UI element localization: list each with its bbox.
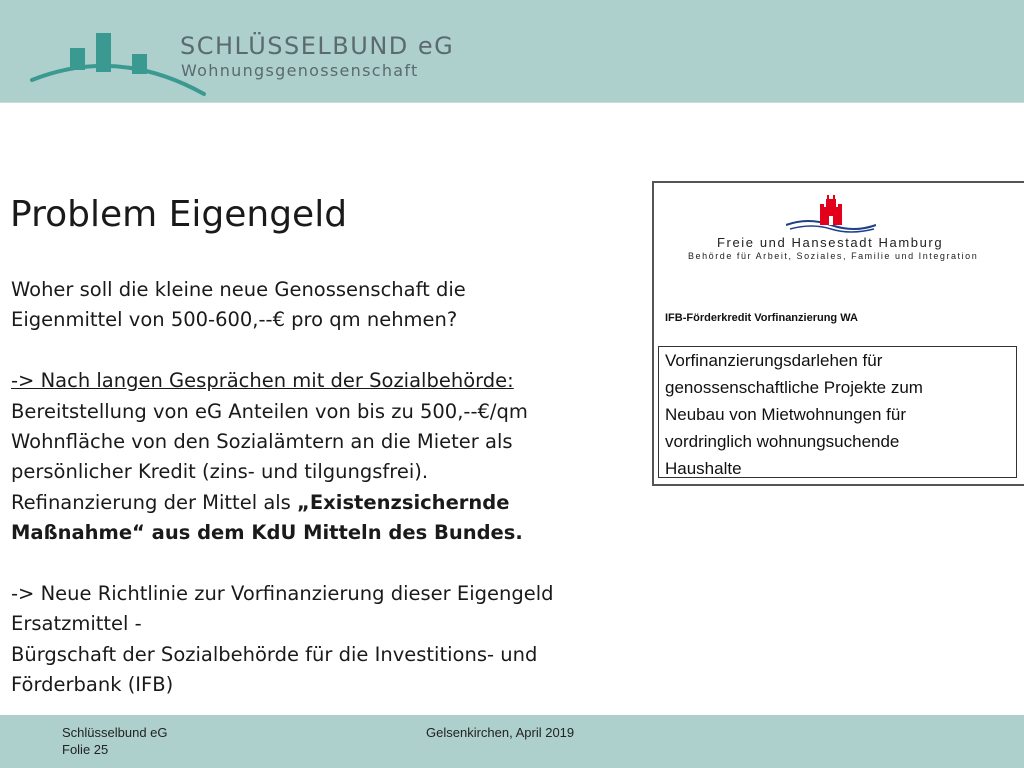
- body-line: Förderbank (IFB): [11, 673, 174, 697]
- body-line-bold: Maßnahme“ aus dem KdU Mitteln des Bundes.: [11, 521, 523, 545]
- hamburg-coat-of-arms-icon: [786, 195, 876, 233]
- footer-band: [0, 715, 1024, 768]
- body-line: Wohnfläche von den Sozialämtern an die Mieter als: [11, 430, 513, 454]
- brand-name: SCHLÜSSELBUND eG: [180, 32, 455, 60]
- header-band: [0, 0, 1024, 103]
- document-authority: Behörde für Arbeit, Soziales, Familie und Integration: [688, 251, 979, 261]
- slide-body: [11, 275, 641, 701]
- description-line: vordringlich wohnungsuchende: [665, 432, 900, 451]
- document-city: Freie und Hansestadt Hamburg: [717, 235, 944, 250]
- description-line: Neubau von Mietwohnungen für: [665, 405, 906, 424]
- body-line: persönlicher Kredit (zins- und tilgungsfrei).: [11, 460, 429, 484]
- body-line: Bürgschaft der Sozialbehörde für die Investitions- und: [11, 642, 538, 666]
- paragraph-gap: [11, 549, 641, 579]
- body-text-plain: Refinanzierung der Mittel als: [11, 490, 298, 514]
- document-description-box: [658, 346, 1017, 478]
- body-text-bold: „Existenzsichernde: [297, 490, 510, 514]
- body-line: Eigenmittel von 500-600,--€ pro qm nehmen?: [11, 308, 458, 332]
- body-line: -> Neue Richtlinie zur Vorfinanzierung dieser Eigengeld: [11, 582, 554, 606]
- document-program-title: IFB-Förderkredit Vorfinanzierung WA: [665, 312, 858, 324]
- description-line: Haushalte: [665, 459, 742, 478]
- description-line: genossenschaftliche Projekte zum: [665, 378, 923, 397]
- footer-organization: Schlüsselbund eG: [62, 725, 168, 740]
- body-line: Ersatzmittel -: [11, 612, 142, 636]
- body-line: [11, 488, 641, 518]
- slide-title: Problem Eigengeld: [10, 194, 348, 235]
- brand-subtitle: Wohnungsgenossenschaft: [181, 61, 419, 80]
- description-line: Vorfinanzierungsdarlehen für: [665, 351, 883, 370]
- body-line: Bereitstellung von eG Anteilen von bis zu 500,--€/qm: [11, 399, 528, 423]
- footer-slide-number: Folie 25: [62, 742, 109, 757]
- footer-location-date: Gelsenkirchen, April 2019: [426, 725, 575, 740]
- body-heading-underlined: -> Nach langen Gesprächen mit der Sozialbehörde:: [11, 369, 514, 393]
- body-line: Woher soll die kleine neue Genossenschaft die: [11, 278, 466, 301]
- paragraph-gap: [11, 336, 641, 366]
